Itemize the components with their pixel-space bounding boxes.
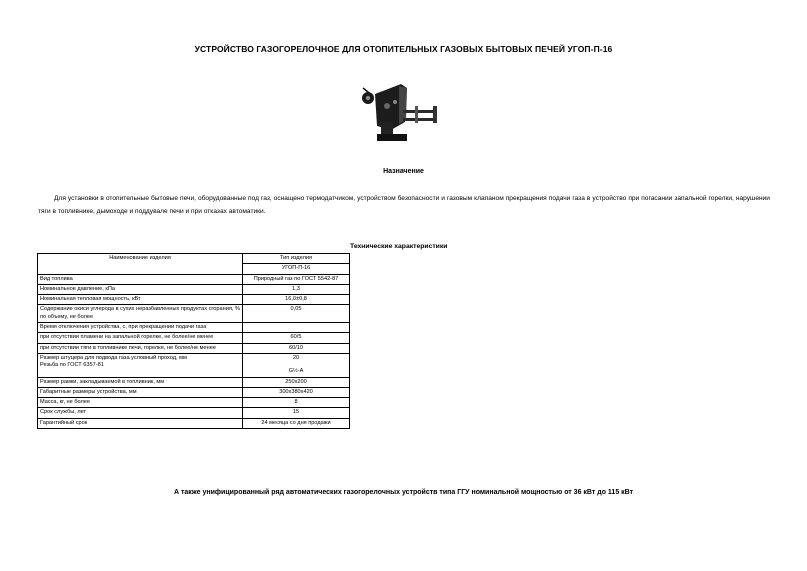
row-value: 1,3 xyxy=(243,284,350,294)
table-row xyxy=(38,343,350,353)
burner-device-image xyxy=(355,78,445,153)
row-label: Масса, кг, не более xyxy=(38,398,243,408)
table-row xyxy=(38,387,350,397)
table-row xyxy=(38,398,350,408)
fitting-label: Размер штуцера для подвода газа условный проход, мм xyxy=(40,354,187,361)
header-model: УГОП-П-16 xyxy=(243,264,350,274)
table-row xyxy=(38,284,350,294)
header-product-name: Наименование изделия xyxy=(38,254,243,275)
row-value: 15 xyxy=(243,408,350,418)
burner-device-drawing xyxy=(362,84,437,141)
row-value: 60/5 xyxy=(243,333,350,343)
thread-value: G½-A xyxy=(288,368,304,375)
row-label-group xyxy=(38,353,243,377)
row-label: Номинальная тепловая мощность, кВт xyxy=(38,295,243,305)
row-value-group xyxy=(243,353,350,377)
table-row xyxy=(38,408,350,418)
row-label: Вид топлива xyxy=(38,274,243,284)
purpose-text: Для установки в отопительные бытовые печи, оборудованные под газ, оснащено термодатчиком, устройством безопасности и газовым клапаном прекращения подачи газа в устройство при погасании запальной горелки, нарушении тяги в топливнике, дымоходе и поддувале печи и при отказах автоматики. xyxy=(38,195,770,215)
footer-note: А также унифицированный ряд автоматических газогорелочных устройств типа ГГУ номинальной мощностью от 36 кВт до 115 кВт xyxy=(173,489,634,496)
row-label: Время отключения устройства, с, при прекращении подачи газа xyxy=(38,323,243,333)
row-value-empty xyxy=(243,323,350,333)
row-value: 300x380x420 xyxy=(243,387,350,397)
table-row xyxy=(38,353,350,377)
table-row xyxy=(38,305,350,323)
specs-table xyxy=(37,253,350,429)
table-row xyxy=(38,295,350,305)
row-label: Содержание окиси углерода в сухих неразбавленных продуктах сгорания, % по объему, не более xyxy=(38,305,243,323)
row-label: Размер рамки, закладываемой в топливник, мм xyxy=(38,377,243,387)
header-product-type: Тип изделия xyxy=(243,254,350,264)
table-row xyxy=(38,377,350,387)
row-value: 16,0±0,8 xyxy=(243,295,350,305)
table-row xyxy=(38,274,350,284)
row-label: Номинальное давление, кПа xyxy=(38,284,243,294)
purpose-heading: Назначение xyxy=(383,168,424,175)
table-row xyxy=(38,323,350,333)
row-label: Срок службы, лет xyxy=(38,408,243,418)
row-value: Природный газ по ГОСТ 5542-87 xyxy=(243,274,350,284)
row-value: 24 месяца со дня продажи xyxy=(243,418,350,428)
row-value: 60/10 xyxy=(243,343,350,353)
row-label: при отсутствии пламени на запальной горелке, не более/не менее xyxy=(38,333,243,343)
page-title: УСТРОЙСТВО ГАЗОГОРЕЛОЧНОЕ ДЛЯ ОТОПИТЕЛЬНЫХ ГАЗОВЫХ БЫТОВЫХ ПЕЧЕЙ УГОП-П-16 xyxy=(194,44,613,54)
row-value: 8 xyxy=(243,398,350,408)
thread-label: Резьба по ГОСТ 6357-81 xyxy=(40,362,104,369)
row-value: 0,05 xyxy=(243,305,350,323)
table-header-row xyxy=(38,254,350,264)
specs-heading: Технические характеристики xyxy=(350,243,448,250)
table-row xyxy=(38,418,350,428)
row-label: Габаритные размеры устройства, мм xyxy=(38,387,243,397)
row-value: 250x200 xyxy=(243,377,350,387)
table-row xyxy=(38,333,350,343)
row-label: Гарантийный срок xyxy=(38,418,243,428)
fitting-value: 20 xyxy=(292,354,300,361)
row-label: при отсутствии тяги в топливнике печи, горелке, не более/не менее xyxy=(38,343,243,353)
